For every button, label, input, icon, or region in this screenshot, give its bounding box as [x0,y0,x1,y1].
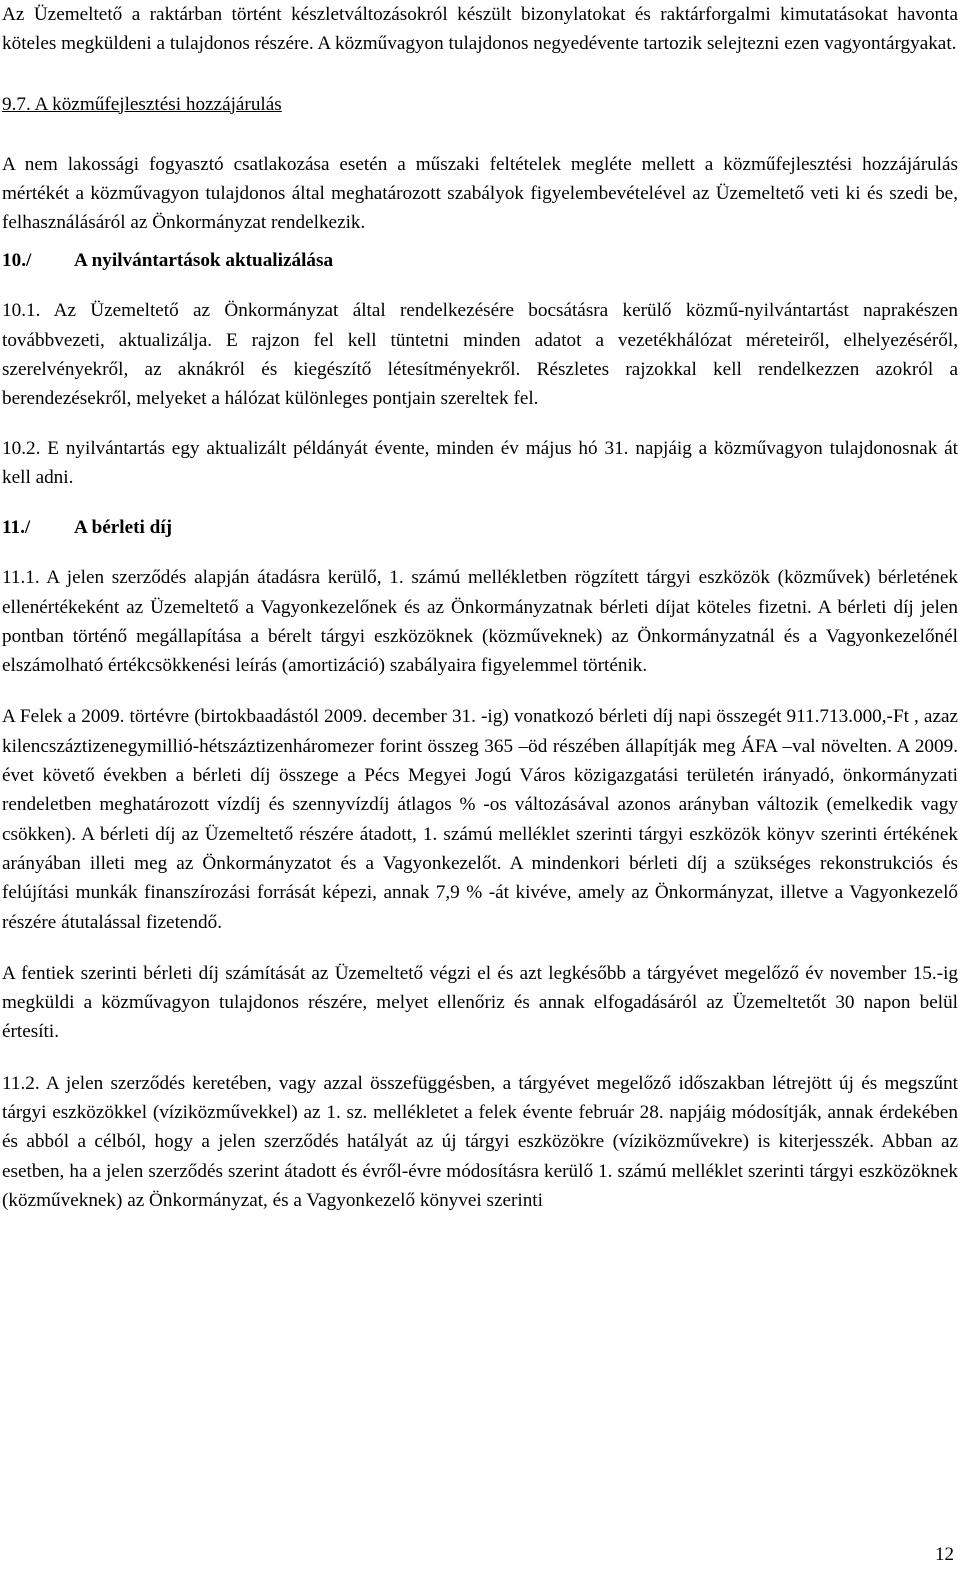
section-10-title: A nyilvántartások aktualizálása [74,250,334,272]
section-10-number: 10./ [2,250,32,272]
section-10-heading [2,246,958,275]
page-content [2,0,958,1215]
section-10-1-paragraph: 10.1. Az Üzemeltető az Önkormányzat által rendelkezésére bocsátásra kerülő közmű-nyilvántartást naprakészen továbbvezeti, aktualizálja. E rajzon fel kell tüntetni minden adatot a vezetékhálózat méreteiről, elhelyezéséről, szerelvényekről, az aknákról és kiegészítő létesítményekről. Részletes rajzokkal kell rendelkezzen azokról a berendezésekről, melyeket a hálózat különleges pontjain szereltek fel. [2,300,958,410]
section-11-calculation-paragraph: A fentiek szerinti bérleti díj számítását az Üzemeltető végzi el és azt legkésőbb a tárgyévet megelőző év november 15.-ig megküldi a közművagyon tulajdonos részére, melyet ellenőriz és annak elfogadásáról az Üzemeltetőt 30 napon belül értesíti. [2,962,958,1043]
section-11-heading [2,513,958,542]
page-number: 12 [935,1544,954,1565]
intro-paragraph: Az Üzemeltető a raktárban történt készletváltozásokról készült bizonylatokat és raktárforgalmi kimutatásokat havonta köteles megküldeni a tulajdonos részére. A közművagyon tulajdonos negyedévente tartozik selejtezni ezen vagyontárgyakat. [2,4,958,55]
section-11-title: A bérleti díj [74,517,173,539]
section-9-7-heading: 9.7. A közműfejlesztési hozzájárulás [2,93,282,115]
section-9-7-paragraph: A nem lakossági fogyasztó csatlakozása esetén a műszaki feltételek megléte mellett a közműfejlesztési hozzájárulás mértékét a közművagyon tulajdonos által meghatározott szabályok figyelembevételével az Üzemeltető veti ki és szedi be, felhasználásáról az Önkormányzat rendelkezik. [2,153,958,234]
section-11-1-paragraph: 11.1. A jelen szerződés alapján átadásra kerülő, 1. számú mellékletben rögzített tárgyi eszközök (közművek) bérletének ellenértékeként az Üzemeltető a Vagyonkezelőnek és az Önkormányzatnak bérleti díjat köteles fizetni. A bérleti díj jelen pontban történő megállapítása a bérelt tárgyi eszközöknek (közműveknek) az Önkormányzatnál és a Vagyonkezelőnél elszámolható értékcsökkenési leírás (amortizáció) szabályaira figyelemmel történik. [2,567,958,677]
section-11-number: 11./ [2,517,31,539]
section-11-2-paragraph: 11.2. A jelen szerződés keretében, vagy azzal összefüggésben, a tárgyévet megelőző időszakban létrejött új és megszűnt tárgyi eszközökkel (víziközművekkel) az 1. sz. mellékletet a felek évente február 28. napjáig módosítják, annak érdekében és abból a célból, hogy a jelen szerződés hatályát az új tárgyi eszközökre (víziközművekre) is kiterjesszék. Abban az esetben, ha a jelen szerződés szerint átadott és évről-évre módosításra kerülő 1. számú melléklet szerinti tárgyi eszközöknek (közműveknek) az Önkormányzat, és a Vagyonkezelő könyvei szerinti [2,1072,958,1211]
section-11-rent-paragraph: A Felek a 2009. törtévre (birtokbaadástól 2009. december 31. -ig) vonatkozó bérleti díj napi összegét 911.713.000,-Ft , azaz kilencszáztizenegymillió-hétszáztizenháromezer forint összeg 365 –öd részében állapítják meg ÁFA –val növelten. A 2009. évet követő években a bérleti díj összege a Pécs Megyei Jogú Város közigazgatási területén irányadó, önkormányzati rendeletben meghatározott vízdíj és szennyvízdíj átlagos % -os változásával azonos arányban változik (emelkedik vagy csökken). A bérleti díj az Üzemeltető részére átadott, 1. számú melléklet szerinti tárgyi eszközök könyv szerinti értékének arányában illeti meg az Önkormányzatot és a Vagyonkezelőt. A mindenkori bérleti díj a szükséges rekonstrukciós és felújítási munkák finanszírozási forrását képezi, annak 7,9 % -át kivéve, amely az Önkormányzat, illetve a Vagyonkezelő részére átutalással fizetendő. [2,706,958,933]
section-10-2-paragraph: 10.2. E nyilvántartás egy aktualizált példányát évente, minden év május hó 31. napjáig a közművagyon tulajdonosnak át kell adni. [2,437,958,488]
